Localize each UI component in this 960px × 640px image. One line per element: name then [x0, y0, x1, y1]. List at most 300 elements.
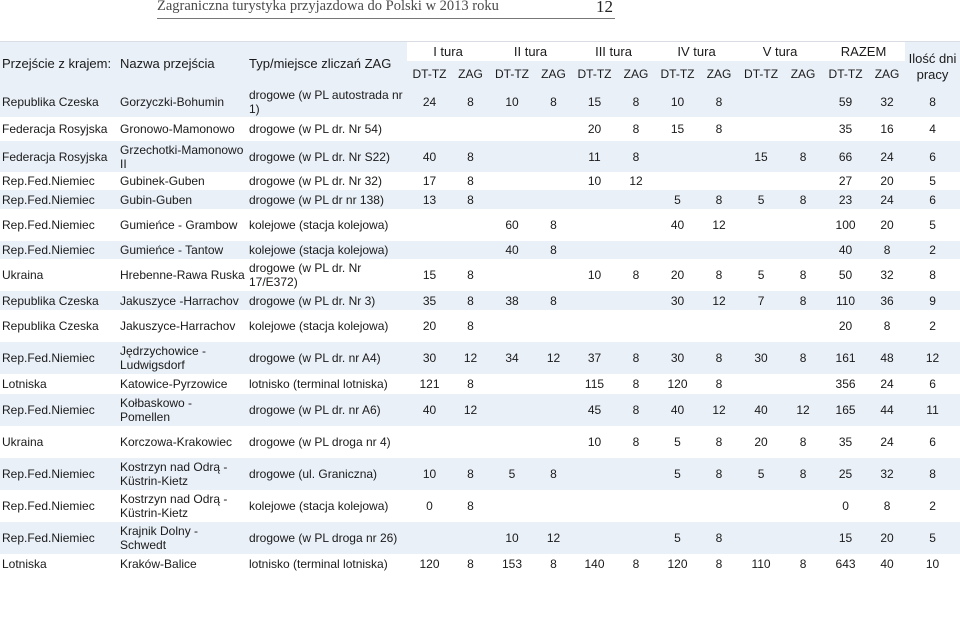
crossing-type-cell: drogowe (w PL dr. Nr 32)	[249, 174, 382, 188]
border-crossing-table	[0, 41, 960, 574]
days-count-cell: 6	[929, 377, 936, 391]
tour2-dt-tz-cell	[489, 172, 535, 190]
tour3-dt-tz-cell	[572, 190, 617, 209]
total-dt-tz-cell: 50	[838, 268, 853, 282]
crossing-name-cell: Gumieńce - Tantow	[120, 243, 224, 257]
zag-header: ZAG	[458, 66, 483, 81]
tour-1-header: I tura	[407, 42, 489, 62]
country-cell: Ukraina	[2, 268, 44, 282]
tour1-dt-tz-cell	[407, 241, 452, 259]
total-zag-cell: 40	[880, 557, 894, 571]
days-count-cell: 11	[926, 403, 939, 417]
tour2-zag-cell	[535, 310, 572, 342]
tour2-dt-tz-cell: 38	[505, 293, 519, 308]
tour5-dt-tz-cell: 5	[757, 467, 765, 481]
table-row	[0, 426, 960, 458]
total-dt-tz-cell: 100	[835, 218, 856, 232]
tour4-zag-cell	[700, 490, 738, 522]
crossing-name-cell: Korczowa-Krakowiec	[120, 435, 233, 449]
table-row	[0, 241, 960, 259]
country-cell: Lotniska	[2, 557, 47, 571]
col-country-header: Przejście z krajem:	[0, 42, 118, 87]
total-dt-tz-cell: 35	[838, 435, 853, 449]
crossing-name-cell: Gronowo-Mamonowo	[120, 122, 235, 136]
tour2-dt-tz-cell	[489, 117, 535, 141]
tour-2-header: II tura	[489, 42, 572, 62]
total-dt-tz-cell: 66	[838, 149, 853, 164]
days-count-cell: 8	[929, 467, 936, 481]
tour5-dt-tz-cell	[738, 86, 784, 117]
total-zag-cell: 32	[880, 268, 894, 282]
tour1-dt-tz-cell: 35	[422, 293, 437, 308]
dt-tz-header: DT-TZ	[412, 66, 447, 81]
total-dt-tz-cell: 161	[835, 351, 856, 365]
tour2-dt-tz-cell	[489, 490, 535, 522]
tour2-zag-cell: 12	[546, 351, 561, 365]
tour1-dt-tz-cell: 120	[419, 557, 440, 571]
page-header	[0, 0, 960, 24]
table-row	[0, 458, 960, 490]
tour3-dt-tz-cell: 15	[587, 94, 602, 109]
tour5-zag-cell: 8	[799, 467, 807, 481]
tour3-zag-cell	[617, 310, 655, 342]
crossing-type-cell: drogowe (ul. Graniczna)	[249, 467, 378, 481]
tour2-zag-cell	[535, 117, 572, 141]
total-dt-tz-cell: 25	[838, 467, 853, 481]
tour2-dt-tz-cell: 5	[508, 467, 516, 481]
tour5-zag-cell	[784, 374, 822, 394]
header-rule	[157, 18, 615, 19]
tour3-zag-cell	[617, 209, 655, 241]
crossing-type-cell: drogowe (w PL dr. Nr S22)	[249, 149, 390, 164]
country-cell: Rep.Fed.Niemiec	[2, 192, 95, 207]
tour4-dt-tz-cell: 5	[674, 192, 681, 207]
tour3-dt-tz-cell	[572, 241, 617, 259]
tour3-zag-cell: 8	[632, 94, 640, 109]
tour1-zag-cell	[452, 117, 489, 141]
tour4-dt-tz-cell	[655, 241, 700, 259]
tour2-dt-tz-cell	[489, 374, 535, 394]
tour2-dt-tz-cell	[489, 426, 535, 458]
tour5-dt-tz-cell: 15	[754, 149, 768, 164]
days-count-cell: 12	[925, 351, 940, 365]
country-cell: Rep.Fed.Niemiec	[2, 351, 95, 365]
tour2-zag-cell	[535, 394, 572, 426]
crossing-type-cell: kolejowe (stacja kolejowa)	[249, 319, 389, 333]
tour5-dt-tz-cell	[738, 490, 784, 522]
table-row	[0, 209, 960, 241]
tour1-zag-cell	[452, 522, 489, 554]
tour4-dt-tz-cell: 30	[670, 351, 685, 365]
total-zag-cell: 8	[883, 243, 891, 257]
tour4-zag-cell	[700, 141, 738, 172]
crossing-type-cell: kolejowe (stacja kolejowa)	[249, 499, 389, 513]
crossing-type-cell: drogowe (w PL autostrada nr 1)	[249, 87, 403, 116]
total-zag-cell: 8	[883, 319, 891, 333]
tour3-zag-cell: 12	[629, 174, 643, 188]
tour5-dt-tz-cell: 40	[754, 403, 768, 417]
days-count-cell: 8	[929, 94, 936, 109]
tour3-dt-tz-cell: 20	[587, 122, 602, 136]
days-count-cell: 5	[929, 531, 936, 545]
col-crossing-header: Nazwa przejścia	[118, 42, 247, 87]
tour4-zag-cell: 8	[715, 435, 723, 449]
tour2-dt-tz-cell: 60	[505, 218, 519, 232]
days-count-cell: 4	[929, 122, 936, 136]
tour5-zag-cell: 8	[799, 192, 807, 207]
tour5-zag-cell: 8	[799, 268, 807, 282]
tour3-zag-cell	[617, 522, 655, 554]
crossing-name-cell: Hrebenne-Rawa Ruska	[120, 268, 245, 282]
table-header	[0, 42, 960, 87]
tour1-zag-cell: 8	[467, 268, 474, 282]
tour2-zag-cell	[535, 172, 572, 190]
tour1-zag-cell: 8	[467, 557, 474, 571]
tour5-zag-cell	[784, 172, 822, 190]
crossing-type-cell: lotnisko (terminal lotniska)	[249, 557, 388, 571]
days-count-cell: 6	[929, 192, 936, 207]
tour3-dt-tz-cell: 37	[587, 351, 602, 365]
tour2-zag-cell: 8	[550, 94, 557, 109]
total-header: RAZEM	[822, 42, 905, 62]
tour4-zag-cell: 8	[715, 557, 723, 571]
table-row	[0, 117, 960, 141]
total-dt-tz-cell: 165	[835, 403, 856, 417]
tour2-dt-tz-cell	[489, 259, 535, 291]
tour2-zag-cell: 8	[550, 293, 557, 308]
days-count-cell: 2	[929, 499, 936, 513]
tour1-dt-tz-cell: 30	[422, 351, 437, 365]
total-zag-cell: 24	[880, 435, 894, 449]
tour3-zag-cell: 8	[632, 557, 640, 571]
tour4-zag-cell: 8	[715, 94, 723, 109]
tour5-dt-tz-cell: 20	[754, 435, 768, 449]
country-cell: Federacja Rosyjska	[2, 149, 108, 164]
table-row	[0, 310, 960, 342]
crossing-name-cell: Gorzyczki-Bohumin	[120, 94, 225, 109]
tour5-dt-tz-cell: 110	[751, 557, 771, 571]
tour1-dt-tz-cell: 15	[422, 268, 437, 282]
tour4-zag-cell: 12	[712, 403, 726, 417]
country-cell: Republika Czeska	[2, 94, 99, 109]
tour3-dt-tz-cell: 45	[587, 403, 602, 417]
tour4-zag-cell: 8	[715, 268, 723, 282]
days-count-cell: 6	[929, 435, 936, 449]
tour4-zag-cell: 8	[715, 192, 723, 207]
total-dt-tz-cell: 23	[838, 192, 853, 207]
country-cell: Rep.Fed.Niemiec	[2, 499, 95, 513]
tour4-dt-tz-cell: 120	[667, 557, 688, 571]
total-dt-tz-cell: 110	[835, 293, 856, 308]
tour2-dt-tz-cell: 10	[505, 531, 519, 545]
table-row	[0, 554, 960, 574]
zag-header: ZAG	[874, 66, 900, 81]
tour4-zag-cell: 12	[712, 218, 726, 232]
tour2-dt-tz-cell	[489, 310, 535, 342]
zag-header: ZAG	[706, 66, 732, 81]
tour3-dt-tz-cell: 10	[587, 174, 602, 188]
country-cell: Republika Czeska	[2, 319, 99, 333]
country-cell: Rep.Fed.Niemiec	[2, 467, 95, 481]
tour5-zag-cell: 12	[796, 403, 810, 417]
tour5-zag-cell: 8	[799, 351, 807, 365]
tour5-dt-tz-cell	[738, 310, 784, 342]
tour4-dt-tz-cell: 5	[674, 435, 681, 449]
crossing-type-cell: drogowe (w PL dr. nr A4)	[249, 351, 381, 365]
tour4-zag-cell	[700, 241, 738, 259]
tour2-zag-cell: 12	[546, 531, 561, 545]
tour4-dt-tz-cell: 40	[670, 403, 685, 417]
tour3-zag-cell	[617, 241, 655, 259]
crossing-type-cell: drogowe (w PL dr. Nr 17/E372)	[249, 261, 362, 289]
days-count-cell: 6	[929, 149, 936, 164]
dt-tz-header: DT-TZ	[744, 66, 779, 81]
tour3-zag-cell	[617, 190, 655, 209]
tour3-dt-tz-cell: 10	[587, 435, 602, 449]
tour3-dt-tz-cell	[572, 458, 617, 490]
total-zag-cell: 44	[880, 403, 894, 417]
tour1-dt-tz-cell: 0	[426, 499, 433, 513]
crossing-type-cell: drogowe (w PL dr nr 138)	[249, 192, 384, 207]
dt-tz-header: DT-TZ	[828, 66, 863, 81]
crossing-name-cell: Jakuszyce-Harrachov	[120, 319, 236, 333]
total-dt-tz-cell: 643	[835, 557, 856, 571]
crossing-name-cell: Kostrzyn nad Odrą - Küstrin-Kietz	[120, 492, 228, 520]
tour4-dt-tz-cell: 40	[670, 218, 685, 232]
tour4-dt-tz-cell	[655, 310, 700, 342]
days-count-cell: 2	[929, 319, 936, 333]
country-cell: Federacja Rosyjska	[2, 122, 108, 136]
tour5-zag-cell	[784, 522, 822, 554]
tour5-dt-tz-cell: 5	[757, 192, 765, 207]
crossing-type-cell: drogowe (w PL droga nr 26)	[249, 531, 398, 545]
tour1-zag-cell: 8	[467, 499, 474, 513]
total-dt-tz-cell: 15	[838, 531, 853, 545]
tour1-dt-tz-cell: 40	[422, 403, 437, 417]
tour5-zag-cell: 8	[799, 557, 807, 571]
crossing-name-cell: Kostrzyn nad Odrą - Küstrin-Kietz	[120, 460, 228, 488]
tour2-dt-tz-cell: 153	[501, 557, 523, 571]
tour4-zag-cell: 8	[715, 377, 723, 391]
crossing-name-cell: Jakuszyce -Harrachov	[120, 293, 239, 308]
country-cell: Rep.Fed.Niemiec	[2, 174, 95, 188]
tour3-zag-cell: 8	[632, 149, 640, 164]
tour2-zag-cell: 8	[550, 467, 557, 481]
total-zag-cell: 20	[880, 218, 894, 232]
tour4-zag-cell: 8	[715, 531, 723, 545]
crossing-type-cell: lotnisko (terminal lotniska)	[249, 377, 388, 391]
crossing-type-cell: drogowe (w PL droga nr 4)	[249, 435, 391, 449]
crossing-name-cell: Gubinek-Guben	[120, 174, 205, 188]
tour4-zag-cell	[700, 172, 738, 190]
tour2-dt-tz-cell	[489, 394, 535, 426]
total-zag-cell: 32	[880, 94, 894, 109]
tour1-zag-cell: 8	[467, 149, 474, 164]
table-row	[0, 342, 960, 374]
tour5-dt-tz-cell	[738, 117, 784, 141]
tour3-dt-tz-cell: 140	[584, 557, 605, 571]
tour3-zag-cell	[617, 291, 655, 310]
total-dt-tz-cell: 40	[838, 243, 853, 257]
crossing-name-cell: Gumieńce - Grambow	[120, 218, 238, 232]
days-count-cell: 8	[929, 268, 936, 282]
tour1-dt-tz-cell: 13	[422, 192, 437, 207]
tour5-zag-cell: 8	[799, 435, 807, 449]
crossing-name-cell: Kołbaskowo - Pomellen	[120, 396, 193, 424]
days-header: Ilość dni pracy	[905, 42, 960, 87]
tour3-dt-tz-cell: 115	[584, 377, 605, 391]
total-zag-cell: 48	[880, 351, 894, 365]
crossing-name-cell: Katowice-Pyrzowice	[120, 377, 228, 391]
tour1-dt-tz-cell: 24	[422, 94, 437, 109]
total-zag-cell: 24	[880, 192, 894, 207]
zag-header: ZAG	[541, 66, 566, 81]
dt-tz-header: DT-TZ	[577, 66, 612, 81]
tour1-zag-cell: 8	[467, 293, 474, 308]
table-row	[0, 394, 960, 426]
tour5-zag-cell	[784, 490, 822, 522]
table-row	[0, 490, 960, 522]
zag-header: ZAG	[623, 66, 649, 81]
tour2-zag-cell: 8	[550, 243, 557, 257]
tour-3-header: III tura	[572, 42, 655, 62]
tour3-dt-tz-cell: 10	[587, 268, 602, 282]
tour3-zag-cell: 8	[632, 377, 640, 391]
country-cell: Ukraina	[2, 435, 44, 449]
tour2-dt-tz-cell: 34	[505, 351, 519, 365]
table-row	[0, 522, 960, 554]
tour2-dt-tz-cell	[489, 190, 535, 209]
table-body	[0, 86, 960, 574]
tour3-dt-tz-cell	[572, 291, 617, 310]
table-row	[0, 259, 960, 291]
crossing-name-cell: Grzechotki-Mamonowo II	[120, 142, 244, 171]
tour4-dt-tz-cell: 5	[674, 531, 681, 545]
total-dt-tz-cell: 0	[842, 499, 849, 513]
tour4-zag-cell: 8	[715, 122, 723, 136]
tour1-dt-tz-cell	[407, 426, 452, 458]
tour1-zag-cell: 8	[467, 192, 474, 207]
days-count-cell: 9	[929, 293, 936, 308]
tour4-zag-cell	[700, 310, 738, 342]
country-cell: Rep.Fed.Niemiec	[2, 531, 95, 545]
tour5-dt-tz-cell	[738, 241, 784, 259]
tour5-zag-cell	[784, 209, 822, 241]
country-cell: Rep.Fed.Niemiec	[2, 218, 95, 232]
tour1-dt-tz-cell: 10	[422, 467, 437, 481]
total-zag-cell: 36	[880, 293, 894, 308]
country-cell: Rep.Fed.Niemiec	[2, 243, 95, 257]
tour-5-header: V tura	[738, 42, 822, 62]
tour2-zag-cell	[535, 190, 572, 209]
crossing-name-cell: Krajnik Dolny - Schwedt	[120, 524, 199, 552]
tour5-zag-cell: 8	[799, 149, 807, 164]
tour5-zag-cell: 8	[799, 293, 807, 308]
crossing-type-cell: drogowe (w PL dr. Nr 3)	[249, 293, 376, 308]
tour5-dt-tz-cell	[738, 209, 784, 241]
country-cell: Republika Czeska	[2, 293, 99, 308]
tour5-dt-tz-cell	[738, 522, 784, 554]
tour5-dt-tz-cell	[738, 374, 784, 394]
tour4-zag-cell: 8	[715, 351, 723, 365]
table-row	[0, 86, 960, 117]
tour2-zag-cell	[535, 141, 572, 172]
dt-tz-header: DT-TZ	[660, 66, 695, 81]
tour4-dt-tz-cell: 5	[674, 467, 681, 481]
tour2-dt-tz-cell	[489, 141, 535, 172]
zag-header: ZAG	[790, 66, 816, 81]
crossing-type-cell: kolejowe (stacja kolejowa)	[249, 243, 389, 257]
tour3-dt-tz-cell: 11	[588, 149, 601, 164]
tour1-zag-cell	[452, 209, 489, 241]
tour4-zag-cell: 8	[715, 467, 723, 481]
country-cell: Rep.Fed.Niemiec	[2, 403, 95, 417]
tour1-zag-cell: 12	[463, 351, 478, 365]
tour1-dt-tz-cell	[407, 209, 452, 241]
table-row	[0, 190, 960, 209]
tour1-dt-tz-cell: 121	[419, 377, 440, 391]
table-row	[0, 172, 960, 190]
crossing-name-cell: Gubin-Guben	[120, 192, 193, 207]
tour5-zag-cell	[784, 86, 822, 117]
tour1-zag-cell: 12	[463, 403, 478, 417]
total-zag-cell: 24	[880, 377, 894, 391]
tour4-dt-tz-cell: 30	[670, 293, 685, 308]
dt-tz-header: DT-TZ	[495, 66, 529, 81]
table-row	[0, 374, 960, 394]
tour2-zag-cell	[535, 259, 572, 291]
total-dt-tz-cell: 35	[838, 122, 853, 136]
total-dt-tz-cell: 59	[838, 94, 853, 109]
tour5-zag-cell	[784, 241, 822, 259]
tour4-dt-tz-cell	[655, 141, 700, 172]
tour2-dt-tz-cell: 10	[505, 94, 519, 109]
tour2-zag-cell	[535, 374, 572, 394]
table-row	[0, 141, 960, 172]
total-zag-cell: 20	[880, 531, 894, 545]
crossing-name-cell: Kraków-Balice	[120, 557, 197, 571]
col-type-header: Typ/miejsce zliczań ZAG	[247, 42, 407, 87]
tour1-dt-tz-cell: 40	[422, 149, 437, 164]
total-dt-tz-cell: 356	[835, 377, 856, 391]
tour2-zag-cell	[535, 490, 572, 522]
tour3-zag-cell: 8	[632, 351, 640, 365]
tour3-zag-cell	[617, 458, 655, 490]
crossing-type-cell: kolejowe (stacja kolejowa)	[249, 218, 389, 232]
tour5-dt-tz-cell	[738, 172, 784, 190]
total-dt-tz-cell: 20	[838, 319, 853, 333]
tour3-dt-tz-cell	[572, 522, 617, 554]
tour3-zag-cell	[617, 490, 655, 522]
tour1-zag-cell: 8	[467, 467, 474, 481]
tour4-dt-tz-cell	[655, 490, 700, 522]
tour-4-header: IV tura	[655, 42, 738, 62]
tour3-zag-cell: 8	[632, 403, 640, 417]
tour3-zag-cell: 8	[632, 122, 640, 136]
tour4-zag-cell: 12	[712, 293, 726, 308]
tour4-dt-tz-cell: 10	[670, 94, 685, 109]
tour1-zag-cell: 8	[467, 377, 474, 391]
tour2-dt-tz-cell: 40	[505, 243, 519, 257]
tour5-dt-tz-cell: 30	[754, 351, 768, 365]
tour2-zag-cell	[535, 426, 572, 458]
total-zag-cell: 16	[880, 122, 894, 136]
tour1-dt-tz-cell: 17	[422, 174, 437, 188]
crossing-type-cell: drogowe (w PL dr. Nr 54)	[249, 122, 382, 136]
tour-header-row	[0, 42, 960, 62]
country-cell: Lotniska	[2, 377, 47, 391]
tour1-zag-cell: 8	[467, 319, 474, 333]
